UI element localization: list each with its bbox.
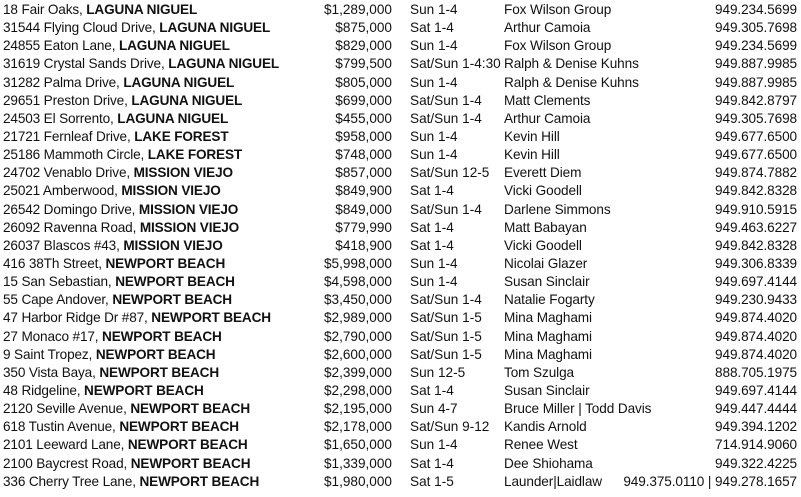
listing-address <box>3 1 197 19</box>
listing-street: 416 38Th Street, <box>3 255 106 271</box>
listing-address <box>3 309 271 327</box>
listing-city: NEWPORT BEACH <box>105 255 226 271</box>
listing-price: $1,339,000 <box>323 455 392 471</box>
listing-price: $849,900 <box>335 183 392 199</box>
listing-address <box>3 291 232 309</box>
listing-street: 31619 Crystal Sands Drive, <box>3 56 169 72</box>
listing-phone: 949.842.8328 <box>715 183 797 199</box>
listing-open-time: Sun 1-4 <box>410 437 458 453</box>
listing-phone: 949.305.7698 <box>715 20 797 36</box>
listing-open-time: Sat 1-4 <box>410 237 454 253</box>
listing-row <box>0 146 801 164</box>
listing-price: $2,178,000 <box>323 419 392 435</box>
listing-phone: 949.697.4144 <box>715 382 797 398</box>
listing-city: LAKE FOREST <box>134 128 229 144</box>
listing-phone: 949.910.5915 <box>715 201 797 217</box>
listing-phone: 949.874.4020 <box>715 310 797 326</box>
listing-row <box>0 219 801 237</box>
listing-city: NEWPORT BEACH <box>95 346 216 362</box>
listing-address <box>3 473 259 491</box>
listing-city: MISSION VIEJO <box>133 165 233 181</box>
listing-city: NEWPORT BEACH <box>127 437 248 453</box>
listing-phone: 949.874.4020 <box>715 328 797 344</box>
listing-open-time: Sat/Sun 12-5 <box>410 165 490 181</box>
listing-price: $1,650,000 <box>323 437 392 453</box>
listing-agent: Bruce Miller | Todd Davis <box>504 401 652 417</box>
listing-open-time: Sun 1-4 <box>410 128 458 144</box>
listing-city: NEWPORT BEACH <box>151 310 271 326</box>
listing-agent: Matt Clements <box>504 92 591 108</box>
listing-open-time: Sat/Sun 1-4 <box>410 201 482 217</box>
listing-open-time: Sat 1-4 <box>410 455 454 471</box>
listing-address <box>3 164 233 182</box>
listing-street: 21721 Fernleaf Drive, <box>3 128 135 144</box>
listing-price: $1,289,000 <box>323 2 392 17</box>
listing-agent: Kevin Hill <box>504 128 560 144</box>
listing-agent: Ralph & Denise Kuhns <box>504 74 639 90</box>
listing-agent: Renee West <box>504 437 578 453</box>
listing-address <box>3 400 250 418</box>
listing-address <box>3 364 219 382</box>
listing-price: $958,000 <box>335 128 392 144</box>
listing-phone: 949.375.0110 | 949.278.1657 <box>623 473 797 489</box>
listing-phone: 949.874.7882 <box>715 165 797 181</box>
listing-open-time: Sun 1-4 <box>410 147 458 163</box>
listing-row <box>0 309 801 327</box>
listing-address <box>3 418 239 436</box>
listing-price: $699,000 <box>335 92 392 108</box>
listing-open-time: Sat 1-4 <box>410 382 454 398</box>
listing-row <box>0 37 801 55</box>
listing-row <box>0 473 801 491</box>
listing-price: $2,298,000 <box>323 382 392 398</box>
listing-row <box>0 92 801 110</box>
listing-phone: 949.305.7698 <box>715 110 797 126</box>
listing-row <box>0 328 801 346</box>
listing-agent: Mina Maghami <box>504 310 592 326</box>
listing-city: NEWPORT BEACH <box>130 455 251 471</box>
listing-address <box>3 146 242 164</box>
listing-agent: Vicki Goodell <box>504 183 582 199</box>
listing-street: 26542 Domingo Drive, <box>3 201 139 217</box>
listing-street: 24503 El Sorrento, <box>3 110 118 126</box>
listing-open-time: Sat/Sun 9-12 <box>410 419 490 435</box>
listing-price: $2,989,000 <box>323 310 392 326</box>
listing-agent: Mina Maghami <box>504 346 592 362</box>
listing-city: NEWPORT BEACH <box>102 328 222 344</box>
listing-city: MISSION VIEJO <box>138 201 239 217</box>
listing-price: $2,195,000 <box>323 401 392 417</box>
listing-phone: 949.306.8339 <box>715 255 797 271</box>
listing-price: $418,900 <box>335 237 392 253</box>
listing-open-time: Sat 1-5 <box>410 473 454 489</box>
listing-row <box>0 201 801 219</box>
listing-row <box>0 110 801 128</box>
listing-street: 18 Fair Oaks, <box>3 2 87 17</box>
listing-open-time: Sun 1-4 <box>410 38 458 54</box>
listing-address <box>3 55 279 73</box>
listing-city: LAGUNA NIGUEL <box>118 38 230 54</box>
listing-address <box>3 273 235 291</box>
listing-open-time: Sat/Sun 1-4 <box>410 92 482 108</box>
listing-price: $779,990 <box>335 219 392 235</box>
listing-price: $4,598,000 <box>323 274 392 290</box>
listing-phone: 949.447.4444 <box>715 401 797 417</box>
listing-city: NEWPORT BEACH <box>130 401 250 417</box>
listing-street: 15 San Sebastian, <box>3 274 116 290</box>
listing-street: 2120 Seville Avenue, <box>3 401 131 417</box>
listing-agent: Tom Szulga <box>504 364 575 380</box>
listing-price: $805,000 <box>335 74 392 90</box>
listing-open-time: Sat 1-4 <box>410 219 454 235</box>
listing-city: LAGUNA NIGUEL <box>168 56 280 72</box>
listing-phone: 949.463.6227 <box>715 219 797 235</box>
listing-row <box>0 55 801 73</box>
listing-city: NEWPORT BEACH <box>119 419 239 435</box>
listing-open-time: Sat/Sun 1-4:30 <box>410 56 501 72</box>
listing-price: $3,450,000 <box>323 292 392 308</box>
listing-phone: 949.697.4144 <box>715 274 797 290</box>
listing-row <box>0 400 801 418</box>
listing-address <box>3 237 223 255</box>
listing-row <box>0 19 801 37</box>
listing-row <box>0 164 801 182</box>
listing-phone: 949.230.9433 <box>715 292 797 308</box>
listing-price: $799,500 <box>335 56 392 72</box>
listing-agent: Kandis Arnold <box>504 419 587 435</box>
listing-phone: 949.394.1202 <box>715 419 797 435</box>
listing-agent: Arthur Camoia <box>504 20 591 36</box>
listing-phone: 949.887.9985 <box>715 74 797 90</box>
listing-agent: Kevin Hill <box>504 147 560 163</box>
listing-price: $1,980,000 <box>323 473 392 489</box>
listing-agent: Vicki Goodell <box>504 237 582 253</box>
listing-open-time: Sun 4-7 <box>410 401 458 417</box>
listing-open-time: Sun 1-4 <box>410 2 458 17</box>
listing-row <box>0 382 801 400</box>
listing-open-time: Sat 1-4 <box>410 183 454 199</box>
listing-row <box>0 418 801 436</box>
listing-open-time: Sat/Sun 1-5 <box>410 346 482 362</box>
listing-city: NEWPORT BEACH <box>84 382 204 398</box>
listing-open-time: Sat/Sun 1-4 <box>410 110 482 126</box>
listing-street: 336 Cherry Tree Lane, <box>3 473 140 489</box>
listing-city: MISSION VIEJO <box>121 183 221 199</box>
listing-open-time: Sat/Sun 1-5 <box>410 328 482 344</box>
listing-row <box>0 291 801 309</box>
listing-street: 25021 Amberwood, <box>3 183 122 199</box>
listing-price: $849,000 <box>335 201 392 217</box>
listing-phone: 949.677.6500 <box>715 147 797 163</box>
listing-agent: Darlene Simmons <box>504 201 611 217</box>
listing-city: MISSION VIEJO <box>123 237 223 253</box>
listing-address <box>3 455 250 473</box>
listing-street: 31282 Palma Drive, <box>3 74 124 90</box>
listing-agent: Fox Wilson Group <box>504 2 612 17</box>
listing-street: 24855 Eaton Lane, <box>3 38 119 54</box>
listing-address <box>3 182 221 200</box>
listing-city: LAKE FOREST <box>147 147 243 163</box>
listing-price: $829,000 <box>335 38 392 54</box>
listing-price: $2,790,000 <box>323 328 392 344</box>
listing-street: 9 Saint Tropez, <box>3 346 96 362</box>
listing-row <box>0 273 801 291</box>
listing-phone: 949.874.4020 <box>715 346 797 362</box>
listing-row <box>0 237 801 255</box>
listing-price: $2,399,000 <box>323 364 392 380</box>
listing-phone: 949.234.5699 <box>715 38 797 54</box>
listing-address <box>3 382 204 400</box>
listing-city: NEWPORT BEACH <box>115 274 235 290</box>
listing-open-time: Sat/Sun 1-4 <box>410 292 482 308</box>
listing-street: 55 Cape Andover, <box>3 292 113 308</box>
listing-phone: 949.322.4225 <box>715 455 797 471</box>
listing-row <box>0 455 801 473</box>
listing-phone: 888.705.1975 <box>715 364 797 380</box>
listing-agent: Nicolai Glazer <box>504 255 588 271</box>
listing-agent: Arthur Camoia <box>504 110 591 126</box>
listing-address <box>3 37 230 55</box>
listing-street: 350 Vista Baya, <box>3 364 100 380</box>
listing-address <box>3 110 228 128</box>
listing-agent: Susan Sinclair <box>504 274 590 290</box>
listing-price: $875,000 <box>335 20 392 36</box>
listing-city: NEWPORT BEACH <box>112 292 232 308</box>
listing-address <box>3 19 270 37</box>
listing-row <box>0 128 801 146</box>
listing-open-time: Sun 1-4 <box>410 274 458 290</box>
listing-street: 31544 Flying Cloud Drive, <box>3 20 160 36</box>
listing-open-time: Sun 1-4 <box>410 255 458 271</box>
listing-address <box>3 74 234 92</box>
listing-row <box>0 255 801 273</box>
listing-address <box>3 92 242 110</box>
listing-row <box>0 1 801 19</box>
listing-row <box>0 436 801 454</box>
listing-city: MISSION VIEJO <box>139 219 240 235</box>
listing-street: 25186 Mammoth Circle, <box>3 147 148 163</box>
listing-street: 26092 Ravenna Road, <box>3 219 140 235</box>
listing-street: 27 Monaco #17, <box>3 328 103 344</box>
listing-street: 29651 Preston Drive, <box>3 92 132 108</box>
listing-agent: Mina Maghami <box>504 328 592 344</box>
listing-address <box>3 328 222 346</box>
listing-open-time: Sun 1-4 <box>410 74 458 90</box>
listing-agent: Ralph & Denise Kuhns <box>504 56 639 72</box>
listing-city: LAGUNA NIGUEL <box>86 2 198 17</box>
listing-row <box>0 346 801 364</box>
listing-street: 26037 Blascos #43, <box>3 237 124 253</box>
listing-agent: Launder|Laidlaw <box>504 473 603 489</box>
listing-agent: Dee Shiohama <box>504 455 593 471</box>
listing-address <box>3 128 228 146</box>
listing-city: LAGUNA NIGUEL <box>131 92 243 108</box>
listing-open-time: Sat 1-4 <box>410 20 454 36</box>
listing-address <box>3 219 239 237</box>
listing-phone: 714.914.9060 <box>715 437 797 453</box>
listing-address <box>3 346 215 364</box>
listing-price: $455,000 <box>335 110 392 126</box>
listing-agent: Natalie Fogarty <box>504 292 595 308</box>
listing-street: 24702 Venablo Drive, <box>3 165 134 181</box>
listing-address <box>3 436 248 454</box>
listing-price: $5,998,000 <box>323 255 392 271</box>
listing-agent: Matt Babayan <box>504 219 587 235</box>
listing-city: LAGUNA NIGUEL <box>159 20 271 36</box>
listing-address <box>3 201 238 219</box>
listing-agent: Everett Diem <box>504 165 582 181</box>
listing-city: LAGUNA NIGUEL <box>123 74 235 90</box>
listing-phone: 949.234.5699 <box>715 2 797 17</box>
listing-street: 47 Harbor Ridge Dr #87, <box>3 310 152 326</box>
listing-agent: Fox Wilson Group <box>504 38 612 54</box>
listing-address <box>3 255 225 273</box>
listing-phone: 949.842.8328 <box>715 237 797 253</box>
listing-open-time: Sat/Sun 1-5 <box>410 310 482 326</box>
listing-city: NEWPORT BEACH <box>139 473 260 489</box>
listing-phone: 949.677.6500 <box>715 128 797 144</box>
listing-price: $2,600,000 <box>323 346 392 362</box>
listing-row <box>0 364 801 382</box>
listing-phone: 949.842.8797 <box>715 92 797 108</box>
listing-street: 48 Ridgeline, <box>3 382 85 398</box>
listing-agent: Susan Sinclair <box>504 382 590 398</box>
listing-open-time: Sun 12-5 <box>410 364 466 380</box>
listing-street: 2101 Leeward Lane, <box>3 437 128 453</box>
listing-city: LAGUNA NIGUEL <box>117 110 229 126</box>
listing-row <box>0 182 801 200</box>
listing-row <box>0 74 801 92</box>
listing-street: 618 Tustin Avenue, <box>3 419 120 435</box>
listing-price: $748,000 <box>335 147 392 163</box>
listing-price: $857,000 <box>335 165 392 181</box>
listing-street: 2100 Baycrest Road, <box>3 455 131 471</box>
listing-phone: 949.887.9985 <box>715 56 797 72</box>
listing-city: NEWPORT BEACH <box>99 364 219 380</box>
